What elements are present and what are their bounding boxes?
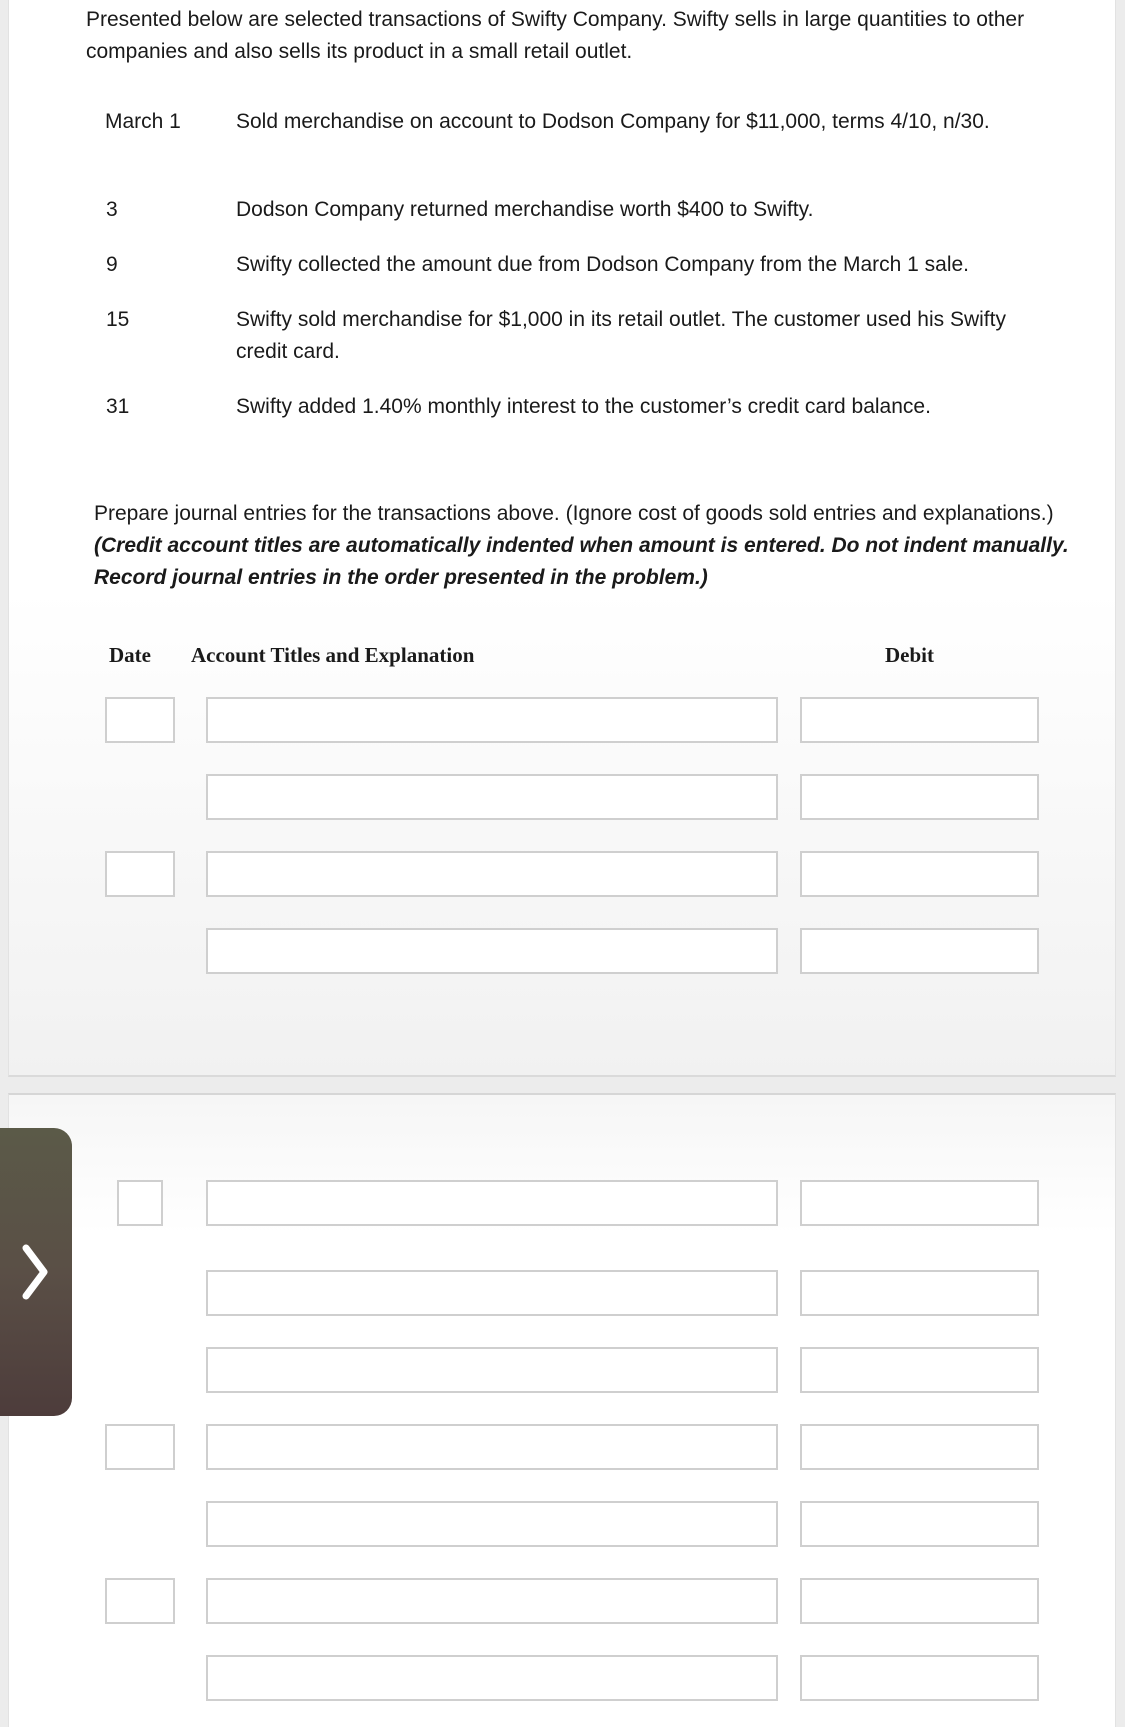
debit-input[interactable] [800, 1180, 1039, 1226]
account-title-input[interactable] [206, 697, 778, 743]
account-title-input[interactable] [206, 774, 778, 820]
debit-input[interactable] [800, 1347, 1039, 1393]
account-title-input[interactable] [206, 1424, 778, 1470]
transaction-date: March 1 [105, 110, 181, 133]
problem-intro: Presented below are selected transactions of Swifty Company. Swifty sells in large quantities to other companies and also sells its product in a small retail outlet. [86, 8, 1025, 63]
account-title-input[interactable] [206, 1347, 778, 1393]
date-input[interactable] [105, 697, 175, 743]
date-input[interactable] [105, 1424, 175, 1470]
account-title-input[interactable] [206, 851, 778, 897]
debit-input[interactable] [800, 851, 1039, 897]
transaction-date: 31 [106, 395, 130, 418]
debit-input[interactable] [800, 1655, 1039, 1701]
debit-input[interactable] [800, 1578, 1039, 1624]
side-panel-toggle[interactable] [0, 1128, 72, 1416]
debit-input[interactable] [800, 1424, 1039, 1470]
date-column-header: Date [109, 643, 151, 667]
date-input[interactable] [105, 851, 175, 897]
journal-continuation-panel [8, 1093, 1116, 1727]
account-title-input[interactable] [206, 928, 778, 974]
transaction-description: Sold merchandise on account to Dodson Company for $11,000, terms 4/10, n/30. [236, 110, 990, 133]
transaction-description: Swifty added 1.40% monthly interest to the customer’s credit card balance. [236, 395, 931, 418]
chevron-right-icon [20, 1244, 50, 1300]
transaction-date: 3 [106, 198, 118, 221]
account-title-input[interactable] [206, 1180, 778, 1226]
debit-input[interactable] [800, 774, 1039, 820]
debit-input[interactable] [800, 1501, 1039, 1547]
instructions-emphasis: (Credit account titles are automatically indented when amount is entered. Do not indent manually. Record journal entries in the order presented in the problem.) [94, 534, 1069, 589]
account-title-input[interactable] [206, 1270, 778, 1316]
instructions-text: Prepare journal entries for the transactions above. (Ignore cost of goods sold entries and explanations.) [94, 502, 1054, 525]
account-column-header: Account Titles and Explanation [191, 643, 475, 667]
transaction-description: Swifty collected the amount due from Dodson Company from the March 1 sale. [236, 253, 970, 276]
account-title-input[interactable] [206, 1578, 778, 1624]
date-input[interactable] [117, 1180, 163, 1226]
debit-input[interactable] [800, 697, 1039, 743]
instructions [94, 498, 1094, 594]
date-input[interactable] [105, 1578, 175, 1624]
debit-input[interactable] [800, 1270, 1039, 1316]
problem-panel [8, 0, 1116, 1077]
transaction-description: Swifty sold merchandise for $1,000 in its retail outlet. The customer used his Swifty credit card. [236, 308, 1006, 363]
account-title-input[interactable] [206, 1501, 778, 1547]
transaction-date: 15 [106, 308, 130, 331]
account-title-input[interactable] [206, 1655, 778, 1701]
debit-input[interactable] [800, 928, 1039, 974]
debit-column-header: Debit [885, 643, 934, 667]
transaction-date: 9 [106, 253, 118, 276]
transaction-description: Dodson Company returned merchandise worth $400 to Swifty. [236, 198, 814, 221]
